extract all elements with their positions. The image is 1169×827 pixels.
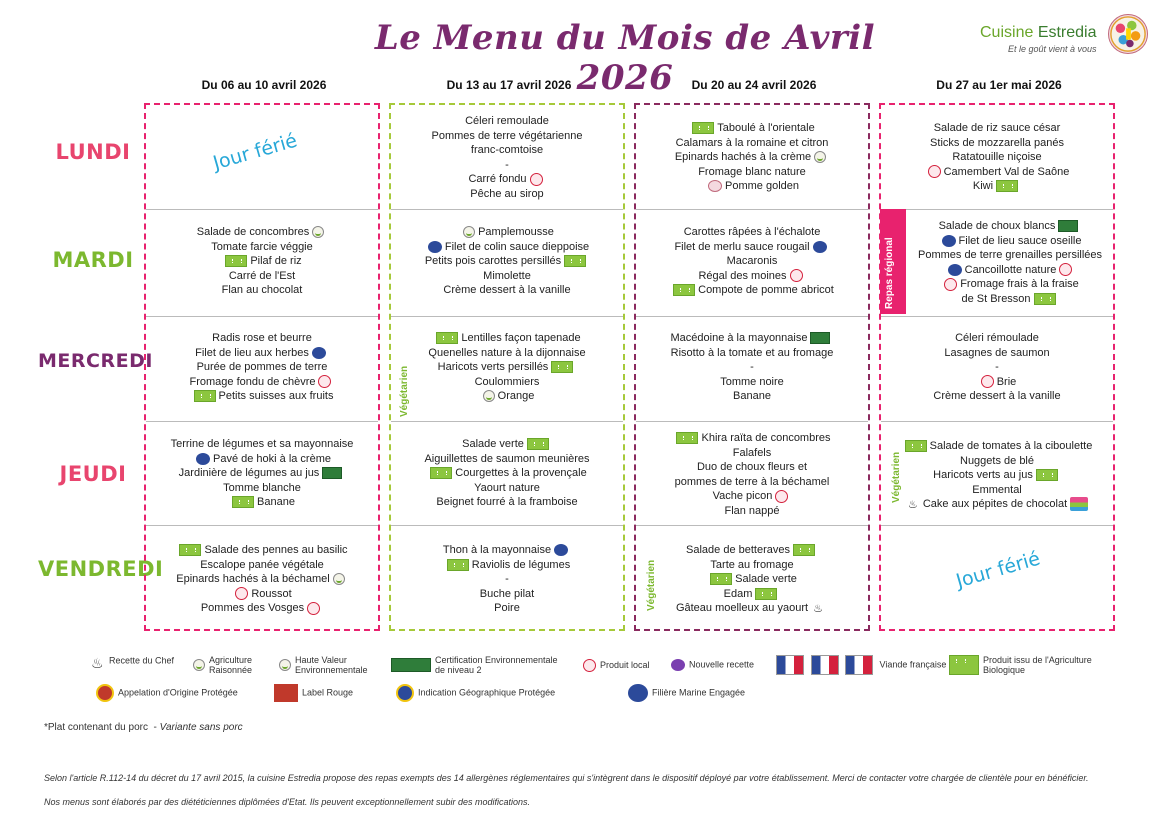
menu-item: Macaronis <box>726 255 778 268</box>
menu-item: Banane <box>146 495 378 510</box>
regional-meal-tag <box>880 209 906 314</box>
bio-icon <box>232 496 254 508</box>
menu-item: Flan au chocolat <box>221 284 303 297</box>
week-3-column <box>634 103 870 631</box>
hve-icon <box>333 573 345 585</box>
bio-icon <box>551 361 573 373</box>
menu-item: Tarte au fromage <box>710 558 794 571</box>
holiday-label: Jour férié <box>210 129 300 175</box>
brand-name-a: Cuisine <box>980 24 1038 41</box>
menu-item: Céleri remoulade <box>465 115 549 127</box>
legend-chef: ♨ Recette du Chef <box>91 655 175 671</box>
bio-icon <box>430 467 452 479</box>
menu-item: Gâteau moelleux au yaourt ♨ <box>636 601 868 616</box>
local-product-icon <box>307 602 320 615</box>
bio-icon <box>527 438 549 450</box>
menu-w3-lundi <box>636 121 868 194</box>
menu-item: Salade verte <box>636 572 868 587</box>
chef-hat-icon: ♨ <box>813 603 823 616</box>
menu-item: Pommes des Vosges <box>146 601 378 616</box>
bio-icon <box>194 390 216 402</box>
aop-icon <box>96 684 114 702</box>
menu-item: Salade verte <box>391 437 623 452</box>
bio-icon <box>179 544 201 556</box>
menu-item: Salade de choux blancs <box>905 219 1115 234</box>
menu-item: Coulommiers <box>474 375 540 388</box>
menu-item: Camembert Val de Saône <box>881 165 1113 180</box>
agriculture-icon <box>193 659 205 671</box>
legend-nouv: Nouvelle recette <box>668 659 754 671</box>
menu-item: Pavé de hoki à la crème <box>146 452 378 467</box>
menu-item: Edam <box>636 587 868 602</box>
menu-item: Aiguillettes de saumon meunières <box>424 452 590 465</box>
new-recipe-icon <box>671 659 685 671</box>
hve-icon <box>483 390 495 402</box>
menu-item: franc-comtoise <box>470 144 544 157</box>
local-product-icon <box>928 165 941 178</box>
fruit-icon <box>708 180 722 192</box>
legend-agri: Agriculture Raisonnée <box>190 655 269 675</box>
menu-item: Cancoillotte nature <box>905 263 1115 278</box>
menu-item: pommes de terre à la béchamel <box>674 475 830 488</box>
menu-item: Pilaf de riz <box>146 254 378 269</box>
menu-item: Fromage blanc nature <box>698 165 806 178</box>
page-title: Le Menu du Mois de Avril 2026 <box>374 18 876 98</box>
menu-item: Epinards hachés à la béchamel <box>146 572 378 587</box>
menu-item: Salade de tomates à la ciboulette <box>881 439 1113 454</box>
legend-local: Produit local <box>580 659 650 672</box>
menu-item: Macédoine à la mayonnaise <box>636 331 868 346</box>
brand-tagline: Et le goût vient à vous <box>1008 44 1097 54</box>
menu-item: Khira raïta de concombres <box>636 431 868 446</box>
local-product-icon <box>1059 263 1072 276</box>
hve-icon <box>312 226 324 238</box>
menu-item: Quenelles nature à la dijonnaise <box>428 346 586 359</box>
bio-icon <box>676 432 698 444</box>
footer-allergens: Selon l'article R.112-14 du décret du 17 avril 2015, la cuisine Estredia propose des repas exempts des 14 allergènes réglementaires qui s'intègrent dans le dispositif déployé par votre établissement. Merci de contacter votre chargée de clientèle pour en bénéficier. <box>44 773 1089 783</box>
menu-item: - <box>995 361 999 374</box>
menu-item: Lasagnes de saumon <box>944 346 1050 359</box>
menu-w3-vendredi <box>636 543 868 616</box>
menu-item: ♨ Cake aux pépites de chocolat <box>881 497 1113 512</box>
menu-item: Taboulé à l'orientale <box>636 121 868 136</box>
day-label-mardi: MARDI <box>52 248 134 272</box>
bio-icon <box>1034 293 1056 305</box>
menu-item: Haricots verts persillés <box>391 360 623 375</box>
menu-item: Raviolis de légumes <box>391 558 623 573</box>
menu-item: Haricots verts au jus <box>881 468 1113 483</box>
week-1-column <box>144 103 380 631</box>
menu-w4-jeudi <box>881 439 1113 512</box>
local-product-icon <box>583 659 596 672</box>
legend-vf: Viande française <box>776 655 946 675</box>
week-header-1: Du 06 au 10 avril 2026 <box>201 78 327 92</box>
menu-w1-vendredi <box>146 543 378 616</box>
week-2-column <box>389 103 625 631</box>
menu-item: de St Bresson <box>905 292 1115 307</box>
menu-item: Roussot <box>146 587 378 602</box>
menu-item: Orange <box>391 389 623 404</box>
menu-item: Fromage fondu de chèvre <box>146 375 378 390</box>
marine-icon <box>312 347 326 359</box>
menu-item: Petits suisses aux fruits <box>146 389 378 404</box>
menu-item: Vache picon <box>636 489 868 504</box>
local-product-icon <box>530 173 543 186</box>
menu-item: Carré fondu <box>391 172 623 187</box>
footer-dieticians: Nos menus sont élaborés par des diététiciennes diplômées d'Etat. Ils peuvent exceptionnellement subir des modifications. <box>44 797 530 807</box>
vegetarian-tag: Végétarien <box>399 365 410 417</box>
menu-item: Petits pois carottes persillés <box>391 254 623 269</box>
local-product-icon <box>775 490 788 503</box>
bio-icon <box>1036 469 1058 481</box>
menu-item: Pommes de terre végétarienne <box>431 129 583 142</box>
regional-meal-label: Repas régional <box>884 237 895 309</box>
menu-w4-mardi <box>905 219 1115 307</box>
menu-w1-mercredi <box>146 331 378 404</box>
week-4-column <box>879 103 1115 631</box>
bio-icon <box>793 544 815 556</box>
menu-item: Brie <box>881 375 1113 390</box>
menu-item: Courgettes à la provençale <box>391 466 623 481</box>
menu-w4-lundi <box>881 121 1113 194</box>
menu-item: Filet de lieu aux herbes <box>146 346 378 361</box>
local-product-icon <box>790 269 803 282</box>
menu-item: Purée de pommes de terre <box>196 361 328 374</box>
legend-igp: Indication Géographique Protégée <box>396 684 555 702</box>
menu-item: Compote de pomme abricot <box>636 283 868 298</box>
marine-icon <box>428 241 442 253</box>
menu-item: Fromage frais à la fraise <box>905 277 1115 292</box>
bio-icon <box>447 559 469 571</box>
day-label-jeudi: JEUDI <box>59 462 127 486</box>
marine-icon <box>628 684 648 702</box>
menu-item: Sticks de mozzarella panés <box>930 136 1064 149</box>
holiday-label: Jour férié <box>953 547 1043 593</box>
menu-item: Filet de lieu sauce oseille <box>905 234 1115 249</box>
french-meat-icon <box>811 655 839 675</box>
menu-item: Buche pilat <box>479 587 535 600</box>
menu-item: Tomme blanche <box>223 481 301 494</box>
fruit-basket-icon <box>1108 14 1148 54</box>
bio-icon <box>996 180 1018 192</box>
menu-w1-jeudi <box>146 437 378 510</box>
local-product-icon <box>944 278 957 291</box>
menu-item: - <box>750 361 754 374</box>
bio-icon <box>692 122 714 134</box>
local-product-icon <box>318 375 331 388</box>
menu-item: Duo de choux fleurs et <box>696 461 808 474</box>
menu-w3-mercredi <box>636 331 868 404</box>
menu-item: Lentilles façon tapenade <box>391 331 623 346</box>
menu-item: Salade de riz sauce césar <box>933 122 1061 134</box>
legend-aop: Appelation d'Origine Protégée <box>96 684 238 702</box>
menu-w2-jeudi <box>391 437 623 510</box>
french-meat-icon <box>776 655 804 675</box>
igp-icon <box>396 684 414 702</box>
chef-hat-icon: ♨ <box>907 499 918 512</box>
menu-item: Filet de colin sauce dieppoise <box>391 240 623 255</box>
hve-icon <box>279 659 291 671</box>
menu-item: Radis rose et beurre <box>212 332 312 344</box>
legend-lr: Label Rouge <box>274 684 353 702</box>
marine-icon <box>942 235 956 247</box>
menu-item: Carré de l'Est <box>228 269 296 282</box>
local-product-icon <box>235 587 248 600</box>
marine-icon <box>813 241 827 253</box>
menu-item: Epinards hachés à la crème <box>636 150 868 165</box>
chef-hat-icon: ♨ <box>91 655 104 671</box>
menu-item: Crème dessert à la vanille <box>933 390 1061 403</box>
menu-item: Filet de merlu sauce rougail <box>636 240 868 255</box>
hve-icon <box>463 226 475 238</box>
legend-bio: Produit issu de l'Agriculture Biologique <box>946 655 1093 675</box>
bio-icon <box>755 588 777 600</box>
hve-icon <box>814 151 826 163</box>
menu-w3-mardi <box>636 225 868 298</box>
menu-item: Nuggets de blé <box>960 454 1034 467</box>
bio-icon <box>436 332 458 344</box>
menu-item: Tomme noire <box>720 375 784 388</box>
cert-env-icon <box>391 658 431 672</box>
menu-item: Régal des moines <box>636 269 868 284</box>
menu-item: Flan nappé <box>724 504 780 517</box>
menu-item: Ratatouille niçoise <box>952 151 1042 164</box>
menu-item: Beignet fourré à la framboise <box>436 496 578 509</box>
brand-name-b: Estredia <box>1037 24 1097 41</box>
menu-item: Pamplemousse <box>391 225 623 240</box>
week-header-2: Du 13 au 17 avril 2026 <box>446 78 572 92</box>
menu-item: Céleri rémoulade <box>955 332 1039 344</box>
brand-name <box>980 24 1097 42</box>
menu-item: Emmental <box>972 483 1022 496</box>
menu-item: Crème dessert à la vanille <box>443 284 571 297</box>
cert-env-icon <box>810 332 830 344</box>
day-label-lundi: LUNDI <box>55 140 131 164</box>
french-meat-icon <box>845 655 873 675</box>
label-rouge-icon <box>274 684 298 702</box>
menu-item: Thon à la mayonnaise <box>391 543 623 558</box>
menu-item: Banane <box>733 390 771 403</box>
legend-cert: Certification Environnementale de niveau 2 <box>388 655 565 675</box>
menu-item: Falafels <box>732 446 772 459</box>
menu-item: - <box>505 573 509 586</box>
bio-icon <box>949 655 979 675</box>
menu-w1-mardi <box>146 225 378 298</box>
legend-hve: Haute Valeur Environnementale <box>276 655 375 675</box>
menu-w2-lundi <box>391 114 623 202</box>
menu-item: Salade de concombres <box>146 225 378 240</box>
bio-icon <box>710 573 732 585</box>
menu-item: Kiwi <box>881 179 1113 194</box>
menu-item: Risotto à la tomate et au fromage <box>670 346 834 359</box>
bio-icon <box>564 255 586 267</box>
birthday-cake-icon <box>1070 497 1088 511</box>
vegetarian-tag: Végétarien <box>891 451 902 503</box>
menu-item: Escalope panée végétale <box>200 558 324 571</box>
menu-item: Salade des pennes au basilic <box>146 543 378 558</box>
porc-note: *Plat contenant du porc - Variante sans porc <box>44 722 243 733</box>
menu-item: Poire <box>494 602 520 615</box>
marine-icon <box>196 453 210 465</box>
menu-item: Jardinière de légumes au jus <box>146 466 378 481</box>
menu-item: Pêche au sirop <box>470 187 544 200</box>
brand-logo <box>978 14 1154 64</box>
menu-item: Pomme golden <box>636 179 868 194</box>
menu-item: Yaourt nature <box>474 481 540 494</box>
menu-item: - <box>505 158 509 171</box>
bio-icon <box>673 284 695 296</box>
cert-env-icon <box>1058 220 1078 232</box>
week-header-3: Du 20 au 24 avril 2026 <box>691 78 817 92</box>
menu-item: Mimolette <box>483 269 531 282</box>
menu-item: Pommes de terre grenailles persillées <box>917 249 1103 262</box>
menu-w4-mercredi <box>881 331 1113 404</box>
legend-mer: Filière Marine Engagée <box>628 684 745 702</box>
menu-item: Terrine de légumes et sa mayonnaise <box>170 438 354 450</box>
bio-icon <box>905 440 927 452</box>
menu-w2-mardi <box>391 225 623 298</box>
menu-w2-vendredi <box>391 543 623 616</box>
menu-w3-jeudi <box>636 431 868 519</box>
menu-item: Salade de betteraves <box>636 543 868 558</box>
marine-icon <box>554 544 568 556</box>
menu-item: Tomate farcie véggie <box>211 240 313 253</box>
menu-item: Calamars à la romaine et citron <box>675 136 829 149</box>
menu-item: Carottes râpées à l'échalote <box>683 226 821 238</box>
day-label-mercredi: MERCREDI <box>38 350 153 372</box>
week-header-4: Du 27 au 1er mai 2026 <box>936 78 1062 92</box>
aop-icon <box>948 264 962 276</box>
bio-icon <box>225 255 247 267</box>
vegetarian-tag: Végétarien <box>646 559 657 611</box>
cert-env-icon <box>322 467 342 479</box>
menu-w2-mercredi <box>391 331 623 404</box>
local-product-icon <box>981 375 994 388</box>
day-label-vendredi: VENDREDI <box>38 557 164 581</box>
